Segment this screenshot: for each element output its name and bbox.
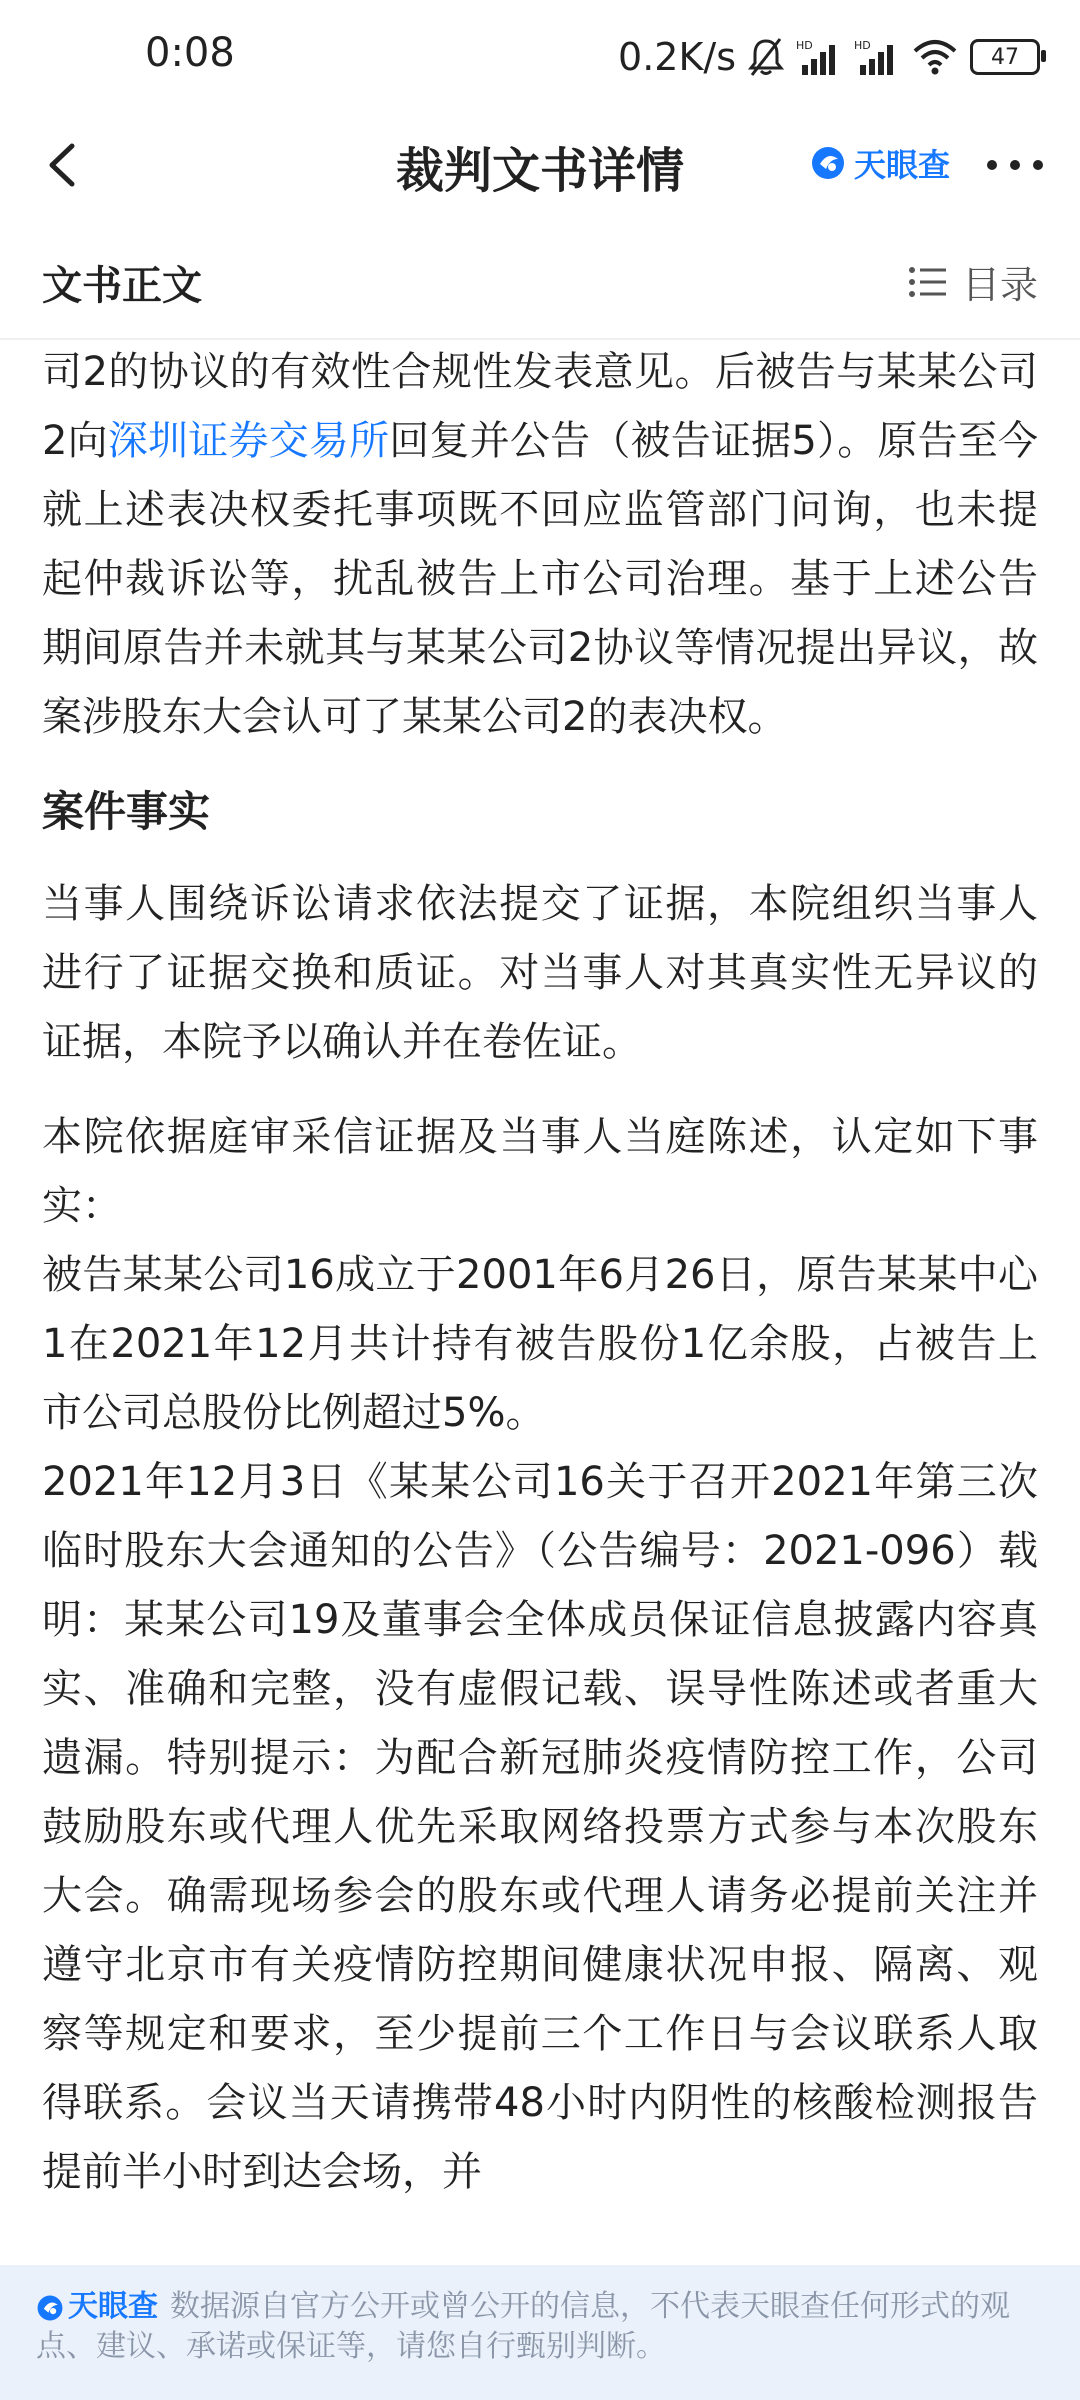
footer-brand-name: 天眼查	[68, 2289, 158, 2324]
paragraph: 当事人围绕诉讼请求依法提交了证据，本院组织当事人进行了证据交换和质证。对当事人对其真实性无异议的证据，本院予以确认并在卷佐证。	[42, 881, 1038, 1065]
document-body	[42, 338, 1038, 2207]
svg-text:HD: HD	[854, 39, 871, 52]
brand-name: 天眼查	[853, 146, 950, 184]
svg-text:HD: HD	[796, 39, 813, 52]
paragraph: 本院依据庭审采信证据及当事人当庭陈述，认定如下事实：	[42, 1114, 1038, 1229]
paragraph: 被告某某公司16成立于2001年6月26日，原告某某中心1在2021年12月共计持有被告股份1亿余股，占被告上市公司总股份比例超过5%。	[42, 1252, 1038, 1436]
battery-icon	[970, 39, 1040, 75]
tianyancha-logo-icon	[810, 145, 846, 181]
section-heading: 案件事实	[42, 787, 211, 836]
tianyancha-logo-icon	[36, 2294, 64, 2322]
list-icon	[908, 264, 948, 300]
paragraph	[42, 338, 1038, 752]
toc-label: 目录	[961, 263, 1038, 307]
network-speed: 0.2K/s	[618, 35, 736, 79]
doc-section-title: 文书正文	[42, 263, 202, 309]
hd-signal-icon	[796, 37, 842, 77]
more-dots-icon[interactable]	[980, 145, 1050, 185]
disclaimer-footer	[0, 2265, 1080, 2400]
wifi-icon	[912, 37, 958, 77]
disclaimer-text: 数据源自官方公开或曾公开的信息，不代表天眼查任何形式的观点、建议、承诺或保证等，请您自行甄别判断。	[36, 2289, 1010, 2364]
battery-level: 47	[991, 44, 1019, 70]
status-time: 0:08	[145, 30, 235, 76]
nav-bar	[0, 110, 1080, 221]
exchange-link[interactable]: 深圳证券交易所	[107, 418, 390, 464]
status-bar	[0, 0, 1080, 110]
toc-button[interactable]	[908, 254, 1038, 309]
page-title: 裁判文书详情	[395, 143, 684, 199]
doc-header	[0, 220, 1080, 340]
status-icons	[618, 32, 1040, 82]
hd-signal-icon	[854, 37, 900, 77]
brand-logo[interactable]	[810, 140, 950, 186]
footer-brand	[36, 2289, 158, 2324]
paragraph: 2021年12月3日《某某公司16关于召开2021年第三次临时股东大会通知的公告》（公告编号：2021-096）载明：某某公司19及董事会全体成员保证信息披露内容真实、准确和完整，没有虚假记载、误导性陈述或者重大遗漏。特别提示：为配合新冠肺炎疫情防控工作，公司鼓励股东或代理人优先采取网络投票方式参与本次股东大会。确需现场参会的股东或代理人请务必提前关注并遵守北京市有关疫情防控期间健康状况申报、隔离、观察等规定和要求，至少提前三个工作日与会议联系人取得联系。会议当天请携带48小时内阴性的核酸检测报告提前半小时到达会场，并	[42, 1459, 1038, 2195]
paragraph-text: 司2的协议的有效性合规性发表意见。后被告与某某公司2向	[42, 349, 1038, 464]
mute-bell-icon	[748, 37, 784, 77]
paragraph-text: 回复并公告（被告证据5）。原告至今就上述表决权委托事项既不回应监管部门问询，也未提起仲裁诉讼等，扰乱被告上市公司治理。基于上述公告期间原告并未就其与某某公司2协议等情况提出异议，故案涉股东大会认可了某某公司2的表决权。	[42, 418, 1039, 740]
